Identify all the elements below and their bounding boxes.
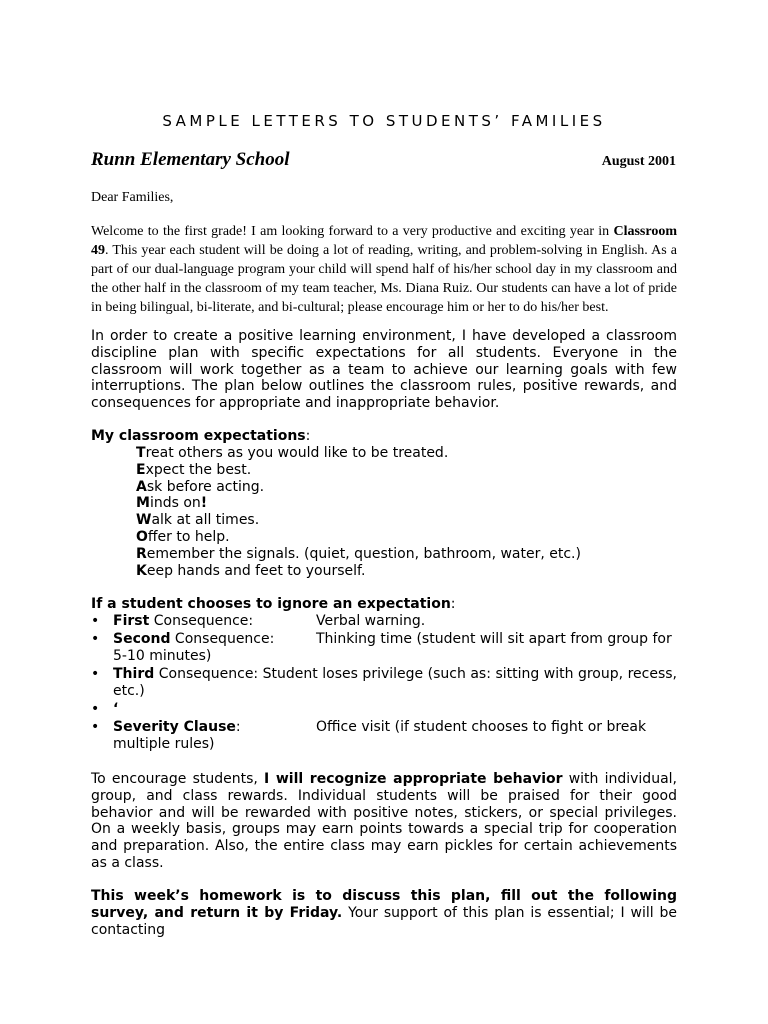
expectations-title: My classroom expectations bbox=[91, 428, 306, 444]
classroom-number: Classroom 49 bbox=[91, 224, 677, 258]
homework-emphasis: This week’s homework is to discuss this plan, fill out the following survey, and return it by Friday. bbox=[91, 888, 677, 921]
expectation-item bbox=[136, 462, 581, 479]
expectations-colon: : bbox=[305, 428, 311, 444]
consequence-word: : bbox=[235, 719, 241, 735]
rewards-text-1: To encourage students, bbox=[91, 771, 265, 787]
expectations-heading bbox=[91, 428, 310, 445]
consequence-text: Office visit (if student chooses to fight or break bbox=[316, 719, 647, 735]
consequence-text-continued: multiple rules) bbox=[113, 736, 215, 752]
rewards-emphasis: I will recognize appropriate behavior bbox=[264, 771, 563, 787]
expectation-initial: M bbox=[136, 495, 150, 512]
consequence-text-continued: 5-10 minutes) bbox=[113, 648, 212, 664]
bullet: • bbox=[91, 631, 100, 647]
expectations-list bbox=[136, 445, 581, 579]
expectation-item bbox=[136, 563, 581, 580]
expectation-item bbox=[136, 495, 581, 512]
consequence-third bbox=[91, 666, 677, 701]
expectation-initial: W bbox=[136, 512, 152, 529]
expectation-text: emember the signals. (quiet, question, bathroom, water, etc.) bbox=[146, 545, 581, 562]
expectation-text: xpect the best. bbox=[145, 461, 252, 478]
page-heading: SAMPLE LETTERS TO STUDENTS’ FAMILIES bbox=[162, 112, 606, 130]
consequence-text: Student loses privilege (such as: sitting with group, recess, etc.) bbox=[113, 666, 677, 699]
consequence-label: First bbox=[113, 613, 150, 629]
consequence-text: Thinking time (student will sit apart from group for bbox=[316, 631, 672, 647]
consequence-label: Second bbox=[113, 631, 171, 647]
letter-date: August 2001 bbox=[601, 154, 676, 169]
consequences-heading bbox=[91, 596, 456, 613]
intro-text-2: . This year each student will be doing a lot of reading, writing, and problem-solving in English. As a part of our dual-language program your child will spend half of his/her school day in my classroom and the other half in the classroom of my team teacher, Ms. Diana Ruiz. Our students can have a lot of pride in being bilingual, bi-literate, and bi-cultural; please encourage him or her to do his/her best. bbox=[91, 243, 677, 315]
expectation-text: alk at all times. bbox=[151, 512, 260, 529]
greeting: Dear Families, bbox=[91, 190, 174, 205]
consequence-label: Severity Clause bbox=[113, 719, 236, 735]
blank-mark: ‘ bbox=[113, 701, 119, 717]
expectation-initial: R bbox=[136, 545, 147, 562]
consequence-text: Verbal warning. bbox=[316, 613, 426, 629]
intro-text-1: Welcome to the first grade! I am looking forward to a very productive and exciting year in bbox=[91, 224, 614, 239]
consequence-first bbox=[91, 613, 677, 631]
discipline-plan-paragraph: In order to create a positive learning environment, I have developed a classroom discipline plan with specific expectations for all students. Everyone in the classroom will work together as a team to achieve our learning goals with few interruptions. The plan below outlines the classroom rules, positive rewards, and consequences for appropriate and inappropriate behavior. bbox=[91, 328, 677, 412]
bullet: • bbox=[91, 701, 100, 717]
intro-paragraph bbox=[91, 222, 677, 317]
expectation-text: ffer to help. bbox=[147, 528, 230, 545]
expectation-initial: E bbox=[136, 461, 146, 478]
expectation-item bbox=[136, 479, 581, 496]
consequence-word: Consequence: bbox=[154, 666, 259, 682]
homework-text: Your support of this plan is essential; I will be contacting bbox=[91, 904, 677, 938]
rewards-paragraph bbox=[91, 771, 677, 872]
expectation-initial: T bbox=[136, 445, 146, 461]
expectation-initial: O bbox=[136, 528, 148, 545]
consequence-blank bbox=[91, 701, 677, 719]
expectation-initial: K bbox=[136, 562, 147, 579]
consequence-second bbox=[91, 631, 677, 666]
expectation-text: eep hands and feet to yourself. bbox=[146, 562, 366, 579]
expectation-item bbox=[136, 445, 581, 462]
bullet: • bbox=[91, 719, 100, 735]
expectation-item bbox=[136, 512, 581, 529]
consequences-colon: : bbox=[450, 596, 456, 612]
consequence-label: Third bbox=[113, 666, 155, 682]
school-name: Runn Elementary School bbox=[91, 149, 290, 170]
bullet: • bbox=[91, 613, 100, 629]
rewards-text-2: with individual, group, and class rewards. Individual students will be praised for their good behavior and will be rewarded with positive notes, stickers, or special privileges. On a weekly basis, groups may earn points towards a special trip for cooperation and preparation. Also, the entire class may earn pickles for certain achievements as a class. bbox=[91, 771, 677, 871]
consequences-list bbox=[91, 613, 677, 753]
consequence-word: Consequence: bbox=[170, 631, 275, 647]
expectation-item bbox=[136, 546, 581, 563]
consequence-word: Consequence: bbox=[149, 613, 254, 629]
bullet: • bbox=[91, 666, 100, 682]
homework-paragraph bbox=[91, 888, 677, 938]
expectation-text: reat others as you would like to be treated. bbox=[145, 445, 449, 461]
expectation-initial: A bbox=[136, 478, 147, 495]
consequences-title: If a student chooses to ignore an expectation bbox=[91, 596, 451, 612]
expectation-item bbox=[136, 529, 581, 546]
expectation-suffix: ! bbox=[200, 495, 208, 512]
expectation-text: inds on bbox=[149, 495, 201, 512]
expectation-text: sk before acting. bbox=[146, 478, 265, 495]
consequence-severity bbox=[91, 719, 677, 753]
